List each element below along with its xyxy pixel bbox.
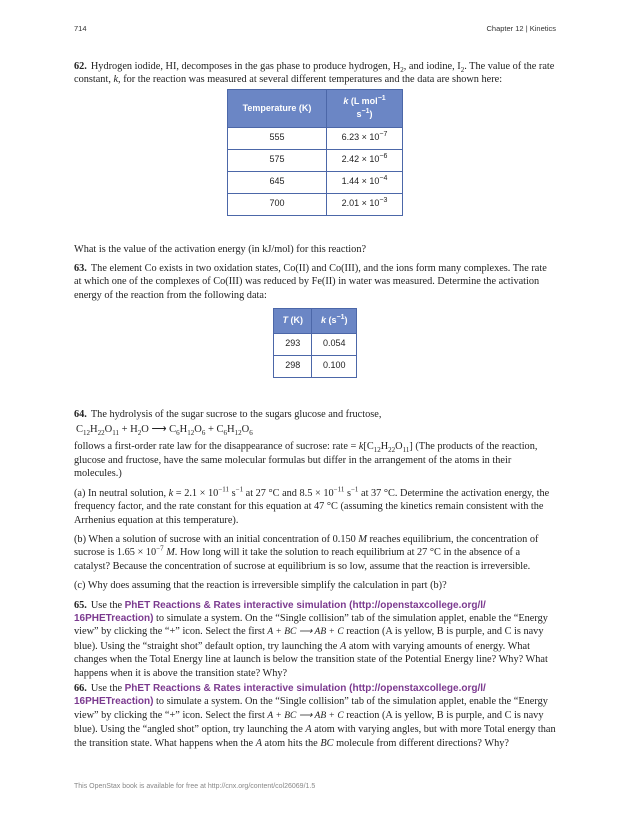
q62-number: 62. — [74, 61, 87, 72]
q66-number: 66. — [74, 682, 87, 694]
q64-intro: 64. The hydrolysis of the sugar sucrose to the sugars glucose and fructose, — [74, 408, 382, 420]
q66-text: 66. Use the PhET Reactions & Rates interactive simulation (http://openstaxcollege.org/l/ 16PHETreaction) to simulate a system. On the “Single collision” tab of the simulation applet, enable the “Energy view” by clicking the “+” icon. Select the first A + BC ⟶ AB + C reaction (A is yellow, B is purple, and C is navy blue). Using the “angled shot” option, try launching the A atom with varying angles, but with more Total energy than the transition state. What happens when the A atom hits the BC molecule from different directions? Why? — [74, 682, 556, 749]
table-row: 555 $6.23 \times 10^{-7}$ — [228, 127, 403, 149]
q65-number: 65. — [74, 599, 87, 611]
page-number: 714 — [74, 24, 87, 33]
q64-number: 64. — [74, 408, 87, 420]
q64-part-c: (c) Why does assuming that the reaction is irreversible simplify the calculation in part (b)? — [74, 580, 447, 592]
footer-attribution: This OpenStax book is available for free at http://cnx.org/content/col26069/1.5 — [74, 783, 316, 790]
q63-text: 63. The element Co exists in two oxidation states, Co(II) and Co(III), and the ions form many complexes. The rate at which one of the complexes of Co(III) was reduced by Fe(II) in water was measured. Determine the activation energy of the reaction from the following data: — [74, 263, 547, 301]
table-row: 298 0.100 — [274, 355, 357, 377]
phet-link[interactable]: PhET Reactions & Rates interactive simulation (http://openstaxcollege.org/l/ 16PHETreaction) — [74, 682, 486, 708]
q65-text: 65. Use the PhET Reactions & Rates interactive simulation (http://openstaxcollege.org/l/ 16PHETreaction) to simulate a system. On the “Single collision” tab of the simulation applet, enable the “Energy view” by clicking the “+” icon. Select the first A + BC ⟶ AB + C reaction (A is yellow, B is purple, and C is navy blue). Using the “straight shot” default option, try launching the A atom with varying amounts of energy. What changes when the Total Energy line at launch is below the transition state of the Potential Energy line? Why? What happens when it is above the transition state? Why? — [74, 599, 548, 679]
q62-question: What is the value of the activation energy (in kJ/mol) for this reaction? — [74, 243, 367, 255]
q64-rate-law: follows a first-order rate law for the disappearance of sucrose: rate = $k[C_{12}H_{22}O_{11}]$ (The products of the reaction, glucose and fructose, have the same molecular formulas but differ in the arrangement of the atoms in their molecules.) — [74, 441, 538, 480]
phet-link[interactable]: PhET Reactions & Rates interactive simulation (http://openstaxcollege.org/l/ 16PHETreaction) — [74, 599, 486, 624]
chapter-title: Chapter 12 | Kinetics — [486, 24, 556, 33]
q64-part-b: (b) When a solution of sucrose with an initial concentration of 0.150 M reaches equilibrium, the concentration of sucrose is $1.65 \times 10^{-7}$ M. How long will it take the solution to reach equilibrium at 27 °C in the absence of a catalyst? Because the concentration of sucrose at equilibrium is so low, assume that the reaction is irreversible. — [74, 533, 539, 572]
table-row: 293 0.054 — [274, 333, 357, 355]
table-row: 575 $2.42 \times 10^{-6}$ — [228, 149, 403, 171]
page-content — [74, 60, 556, 750]
q62-col-k: k (L mol$^{-1}$ $s^{-1}$) — [327, 89, 403, 127]
q64-part-a: (a) In neutral solution, $k = 2.1 \times 10^{-11}$ $s^{-1}$ at 27 °C and $8.5 \times 10^{-11}$ $s^{-1}$ at 37 °C. Determine the activation energy, the frequency factor, and the rate constant for this equation at 47 °C (assuming the kinetics remain consistent with the Arrhenius equation at this temperature). — [74, 485, 550, 526]
table-row: 645 $1.44 \times 10^{-4}$ — [228, 171, 403, 193]
q63-table — [273, 308, 357, 377]
q62-table — [227, 89, 403, 216]
sucrose-hydrolysis-equation: $C_{12}H_{22}O_{11} + H_2O$ ⟶ $C_6H_{12}O_6 + C_6H_{12}O_6$ — [76, 424, 253, 438]
q63-number: 63. — [74, 263, 87, 275]
q63-col-t: T (K) — [274, 309, 312, 333]
q63-col-k: k $(s^{-1})$ — [312, 309, 357, 333]
q62-text: 62. Hydrogen iodide, HI, decomposes in the gas phase to produce hydrogen, $H_2$, and iodine, $I_2$. The value of the rate constant, k, for the reaction was measured at several different temperatures and the data are shown here: — [74, 61, 555, 86]
q62-col-temperature: Temperature (K) — [228, 89, 327, 127]
table-row: 700 $2.01 \times 10^{-3}$ — [228, 193, 403, 215]
